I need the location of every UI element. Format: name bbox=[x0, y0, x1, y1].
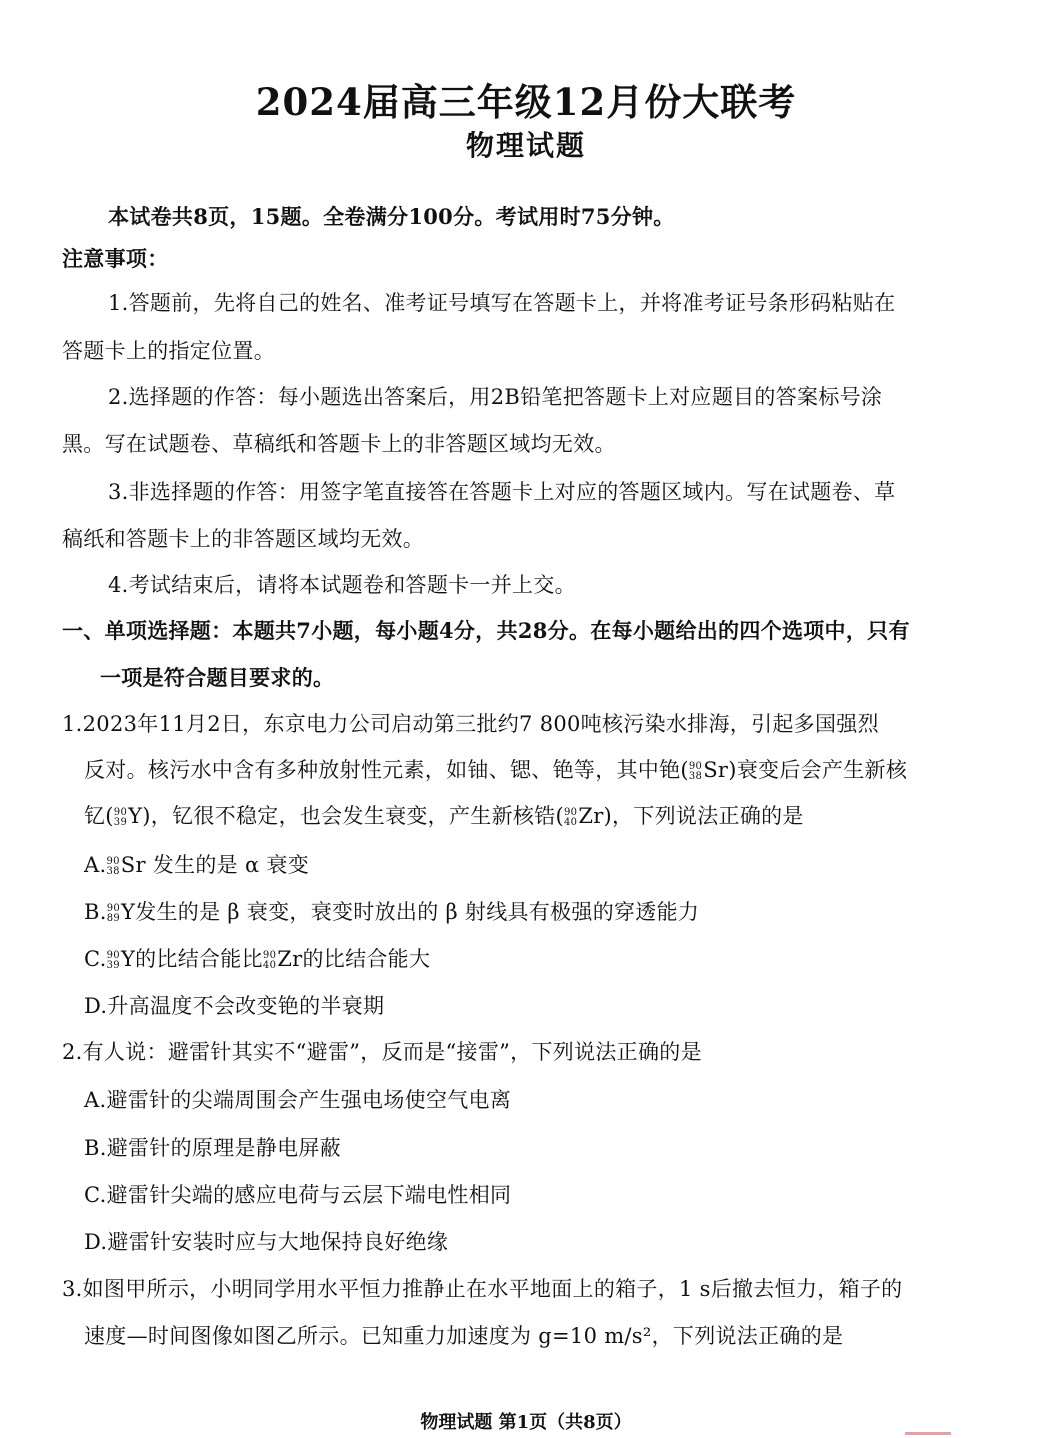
q1-line-2-text-a: 反对。核污水中含有多种放射性元素，如铀、锶、铯等，其中铯( bbox=[84, 758, 689, 782]
isotope-sr-mass: 90 bbox=[688, 760, 703, 772]
isotope-sr-90-opt bbox=[106, 857, 119, 877]
isotope-y-90-optc bbox=[107, 951, 120, 971]
isotope-sr-90 bbox=[689, 762, 702, 782]
notice-heading: 注意事项： bbox=[62, 246, 169, 271]
section-heading-1: 一、单项选择题：本题共7小题，每小题4分，共28分。在每小题给出的四个选项中，只有 bbox=[62, 618, 910, 643]
q1-option-c bbox=[84, 944, 430, 974]
section-heading-2: 一项是符合题目要求的。 bbox=[100, 665, 335, 690]
q1-option-b-label: B. bbox=[84, 900, 107, 924]
q1-option-c-label: C. bbox=[84, 947, 107, 971]
exam-subtitle: 物理试题 bbox=[465, 129, 586, 162]
notice-item-2b: 黑。写在试题卷、草稿纸和答题卡上的非答题区域均无效。 bbox=[62, 432, 616, 456]
isotope-zrc-atomic: 40 bbox=[262, 959, 277, 971]
q1-option-d: D.升高温度不会改变铯的半衰期 bbox=[84, 994, 385, 1018]
isotope-y-90 bbox=[114, 808, 127, 828]
q2-stem: 2.有人说：避雷针其实不“避雷”，反而是“接雷”，下列说法正确的是 bbox=[62, 1040, 702, 1064]
intro-text: 本试卷共8页，15题。全卷满分100分。考试用时75分钟。 bbox=[108, 204, 675, 229]
q1-line-3 bbox=[84, 801, 804, 831]
q1-option-b-text: Y发生的是 β 衰变，衰变时放出的 β 射线具有极强的穿透能力 bbox=[121, 900, 700, 924]
isotope-sr-opt-atomic: 38 bbox=[106, 865, 120, 877]
q1-option-c-text-a: Y的比结合能比 bbox=[120, 947, 263, 971]
notice-item-1a: 1.答题前，先将自己的姓名、准考证号填写在答题卡上，并将准考证号条形码粘贴在 bbox=[108, 291, 896, 315]
isotope-yc-mass: 90 bbox=[106, 949, 120, 961]
notice-item-1b: 答题卡上的指定位置。 bbox=[62, 339, 275, 363]
isotope-zr-90 bbox=[564, 808, 577, 828]
q1-option-a-label: A. bbox=[84, 853, 107, 877]
q3-line-2: 速度—时间图像如图乙所示。已知重力加速度为 g=10 m/s²，下列说法正确的是 bbox=[84, 1324, 844, 1348]
notice-item-2a: 2.选择题的作答：每小题选出答案后，用2B铅笔把答题卡上对应题目的答案标号涂 bbox=[108, 385, 883, 409]
q1-line-3-text-a: 钇( bbox=[84, 804, 114, 828]
q2-option-c: C.避雷针尖端的感应电荷与云层下端电性相同 bbox=[84, 1183, 512, 1207]
isotope-zrc-mass: 90 bbox=[262, 949, 277, 961]
isotope-y-atomic: 39 bbox=[113, 816, 128, 828]
q1-option-a bbox=[84, 850, 309, 880]
isotope-zr-atomic: 40 bbox=[563, 816, 578, 828]
q2-option-d: D.避雷针安装时应与大地保持良好绝缘 bbox=[84, 1230, 449, 1254]
q3-line-1: 3.如图甲所示，小明同学用水平恒力推静止在水平地面上的箱子，1 s后撤去恒力，箱子的 bbox=[62, 1277, 903, 1301]
isotope-y-mass: 90 bbox=[113, 806, 128, 818]
page-footer: 物理试题 第1页（共8页） bbox=[420, 1412, 632, 1433]
q1-line-2-text-b: Sr)衰变后会产生新核 bbox=[703, 758, 908, 782]
exam-title: 2024届高三年级12月份大联考 bbox=[255, 80, 797, 124]
q2-option-b: B.避雷针的原理是静电屏蔽 bbox=[84, 1136, 342, 1160]
q1-option-b bbox=[84, 897, 699, 927]
q1-line-3-text-c: Zr)，下列说法正确的是 bbox=[578, 804, 804, 828]
q1-line-1: 1.2023年11月2日，东京电力公司启动第三批约7 800吨核污染水排海，引起多国强烈 bbox=[62, 712, 879, 736]
q1-line-2 bbox=[84, 755, 907, 785]
corner-mark bbox=[905, 1432, 951, 1435]
isotope-y-90-optb bbox=[107, 904, 120, 924]
isotope-sr-opt-mass: 90 bbox=[106, 855, 120, 867]
notice-item-3a: 3.非选择题的作答：用签字笔直接答在答题卡上对应的答题区域内。写在试题卷、草 bbox=[108, 480, 896, 504]
isotope-sr-atomic: 38 bbox=[688, 770, 703, 782]
isotope-yb-mass: 90 bbox=[106, 902, 121, 914]
q1-option-c-text-b: Zr的比结合能大 bbox=[277, 947, 431, 971]
isotope-yb-atomic: 89 bbox=[106, 912, 121, 924]
notice-item-4: 4.考试结束后，请将本试题卷和答题卡一并上交。 bbox=[108, 573, 576, 597]
isotope-zr-90-optc bbox=[263, 951, 276, 971]
isotope-zr-mass: 90 bbox=[563, 806, 578, 818]
q1-option-a-text: Sr 发生的是 α 衰变 bbox=[120, 853, 310, 877]
q1-line-3-text-b: Y)，钇很不稳定，也会发生衰变，产生新核锆( bbox=[128, 804, 564, 828]
notice-item-3b: 稿纸和答题卡上的非答题区域均无效。 bbox=[62, 527, 425, 551]
q2-option-a: A.避雷针的尖端周围会产生强电场使空气电离 bbox=[84, 1088, 512, 1112]
isotope-yc-atomic: 39 bbox=[106, 959, 120, 971]
